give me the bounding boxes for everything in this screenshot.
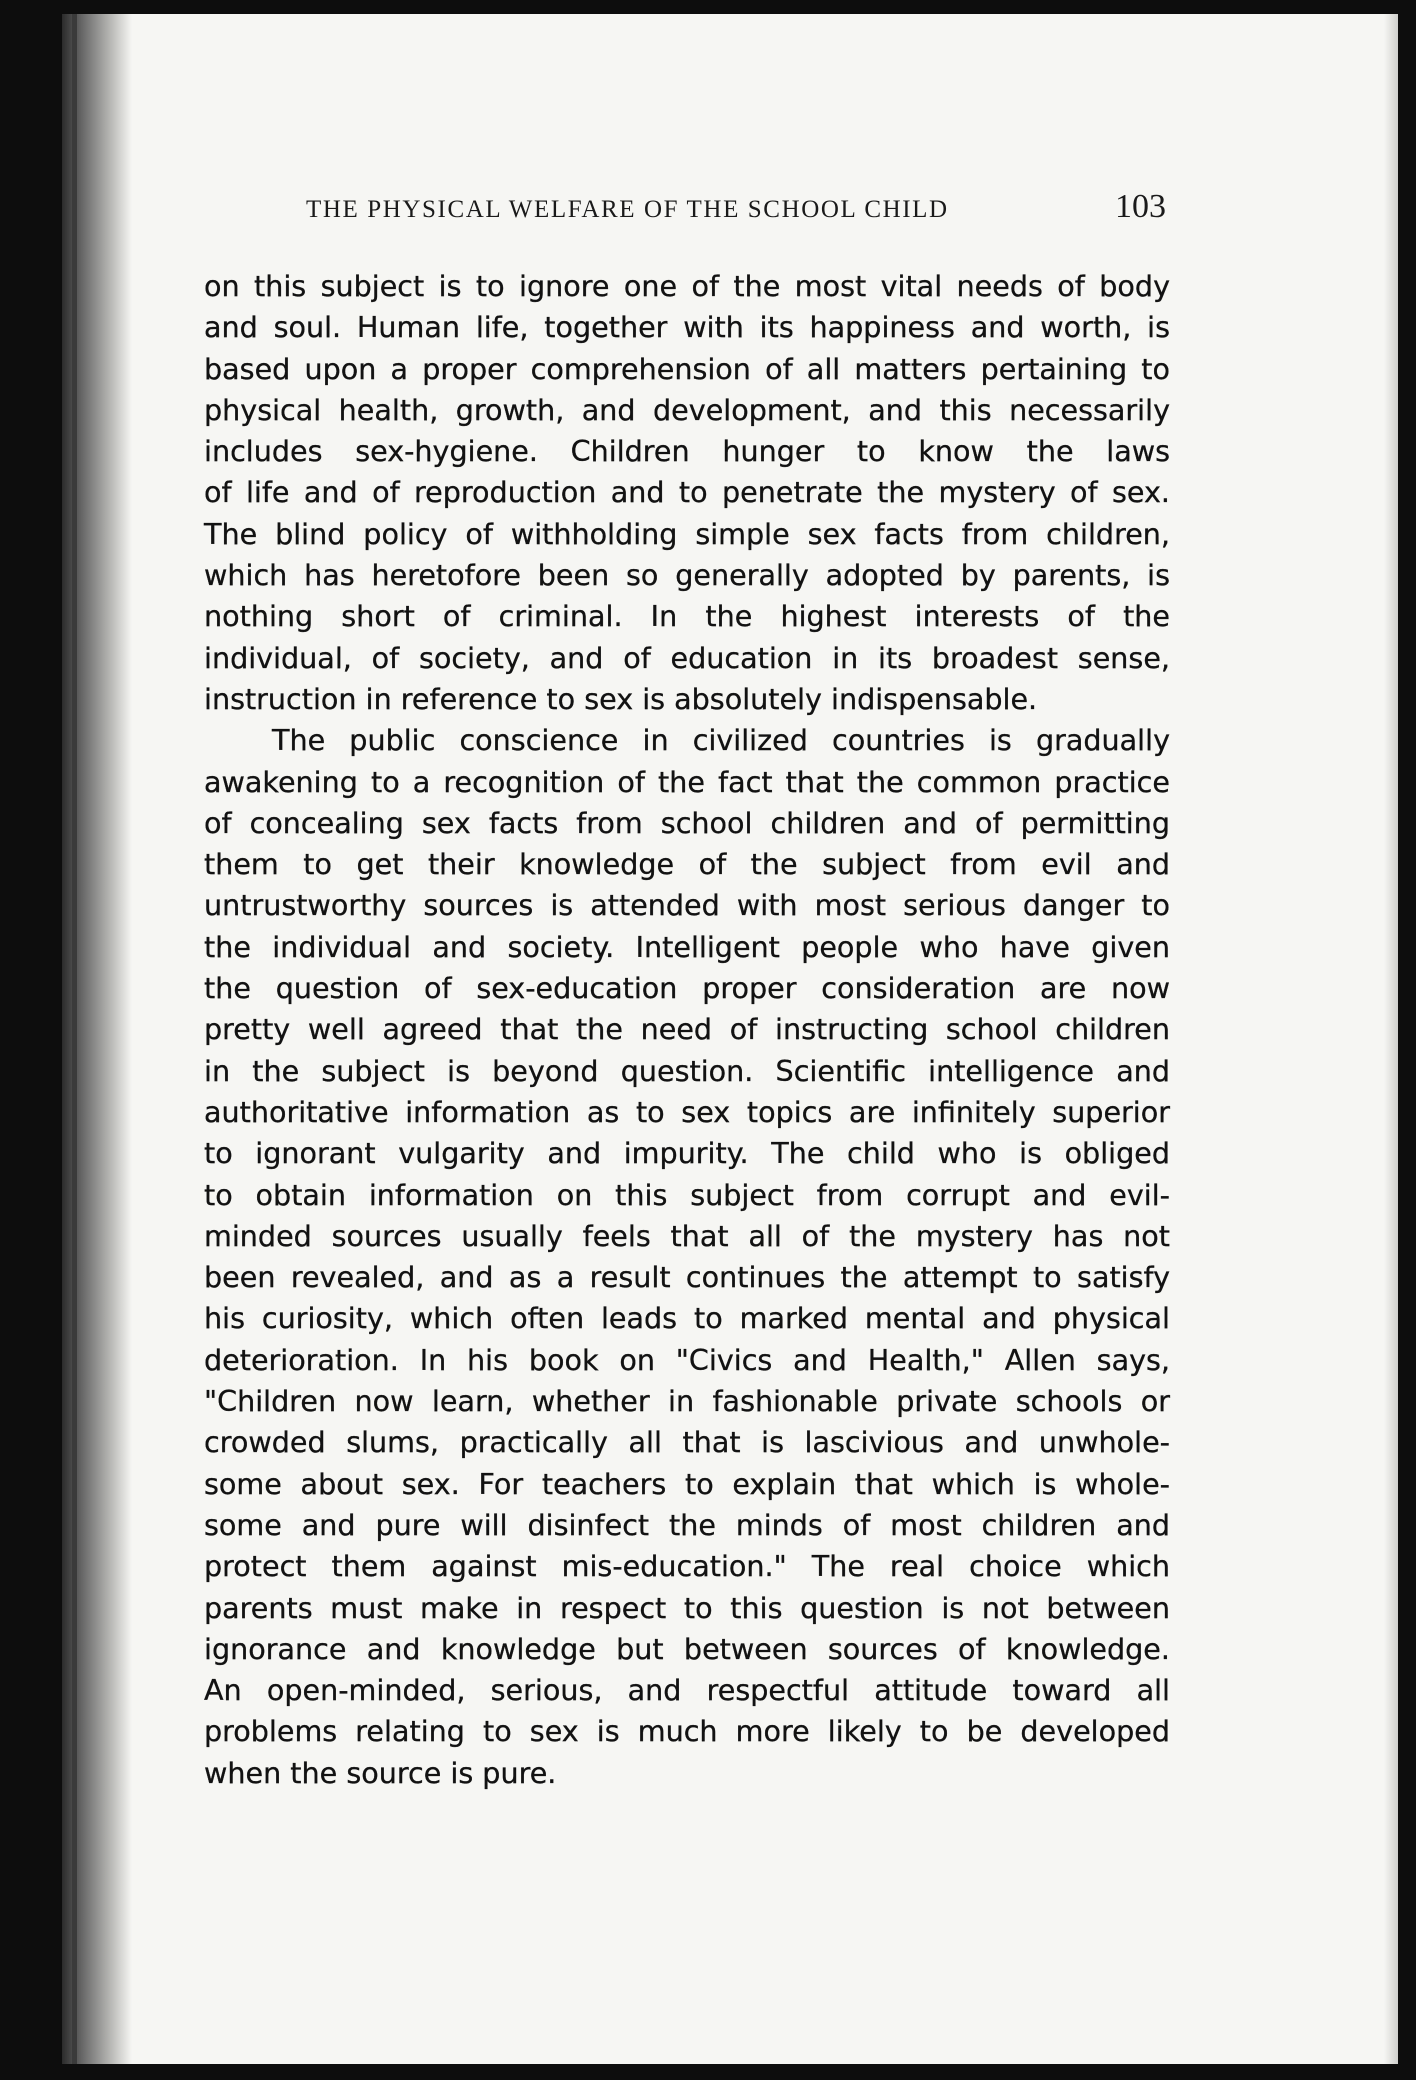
binding-edge <box>72 14 77 2064</box>
text-line: the question of sex-education proper consideration are now <box>204 971 1170 1006</box>
paragraph <box>204 720 1170 1794</box>
text-line: includes sex-hygiene. Children hunger to know the laws <box>204 434 1170 469</box>
text-line: in the subject is beyond question. Scientific intelligence and <box>204 1053 1170 1088</box>
text-line: The blind policy of withholding simple sex facts from children, <box>204 516 1170 551</box>
text-line: authoritative information as to sex topics are infinitely superior <box>204 1094 1170 1129</box>
text-line: when the source is pure. <box>204 1755 557 1790</box>
text-line: "Children now learn, whether in fashionable private schools or <box>204 1384 1170 1419</box>
text-line: awakening to a recognition of the fact that the common practice <box>204 764 1170 799</box>
text-line: problems relating to sex is much more likely to be developed <box>204 1714 1170 1749</box>
page-edge <box>1384 14 1398 2064</box>
text-line: individual, of society, and of education in its broadest sense, <box>204 640 1170 675</box>
text-line: to obtain information on this subject from corrupt and evil- <box>204 1177 1170 1212</box>
text-line: of life and of reproduction and to penetrate the mystery of sex. <box>204 475 1170 510</box>
text-line: which has heretofore been so generally adopted by parents, is <box>204 558 1170 593</box>
text-line: The public conscience in civilized countries is gradually <box>272 723 1170 758</box>
text-line: some and pure will disinfect the minds of most children and <box>204 1507 1170 1542</box>
text-line: protect them against mis-education." The real choice which <box>204 1549 1170 1584</box>
text-line: the individual and society. Intelligent people who have given <box>204 929 1170 964</box>
text-line: ignorance and knowledge but between sources of knowledge. <box>204 1631 1170 1666</box>
body-text <box>204 266 1170 1794</box>
text-line: physical health, growth, and development, and this necessarily <box>204 392 1170 427</box>
text-line: parents must make in respect to this question is not between <box>204 1590 1170 1625</box>
paragraph <box>204 266 1170 720</box>
running-head <box>306 188 1166 236</box>
text-line: pretty well agreed that the need of instructing school children <box>204 1012 1170 1047</box>
text-line: on this subject is to ignore one of the most vital needs of body <box>204 269 1170 303</box>
text-line: some about sex. For teachers to explain that which is whole- <box>204 1466 1170 1501</box>
text-line: his curiosity, which often leads to marked mental and physical <box>204 1301 1170 1336</box>
running-title: THE PHYSICAL WELFARE OF THE SCHOOL CHILD <box>306 196 949 223</box>
text-line: instruction in reference to sex is absolutely indispensable. <box>204 681 1038 716</box>
text-line: and soul. Human life, together with its happiness and worth, is <box>204 310 1170 345</box>
text-line: minded sources usually feels that all of the mystery has not <box>204 1218 1170 1253</box>
text-line: untrustworthy sources is attended with most serious danger to <box>204 888 1170 923</box>
text-line: been revealed, and as a result continues the attempt to satisfy <box>204 1260 1170 1295</box>
text-line: based upon a proper comprehension of all matters pertaining to <box>204 351 1170 386</box>
text-line: to ignorant vulgarity and impurity. The child who is obliged <box>204 1136 1170 1171</box>
text-line: them to get their knowledge of the subject from evil and <box>204 847 1170 882</box>
text-line: of concealing sex facts from school children and of permitting <box>204 805 1170 840</box>
text-line: An open-minded, serious, and respectful attitude toward all <box>204 1673 1170 1708</box>
text-line: deterioration. In his book on "Civics and Health," Allen says, <box>204 1342 1170 1377</box>
text-line: crowded slums, practically all that is lascivious and unwhole- <box>204 1425 1170 1460</box>
page-number: 103 <box>1115 188 1166 225</box>
text-line: nothing short of criminal. In the highest interests of the <box>204 599 1170 634</box>
